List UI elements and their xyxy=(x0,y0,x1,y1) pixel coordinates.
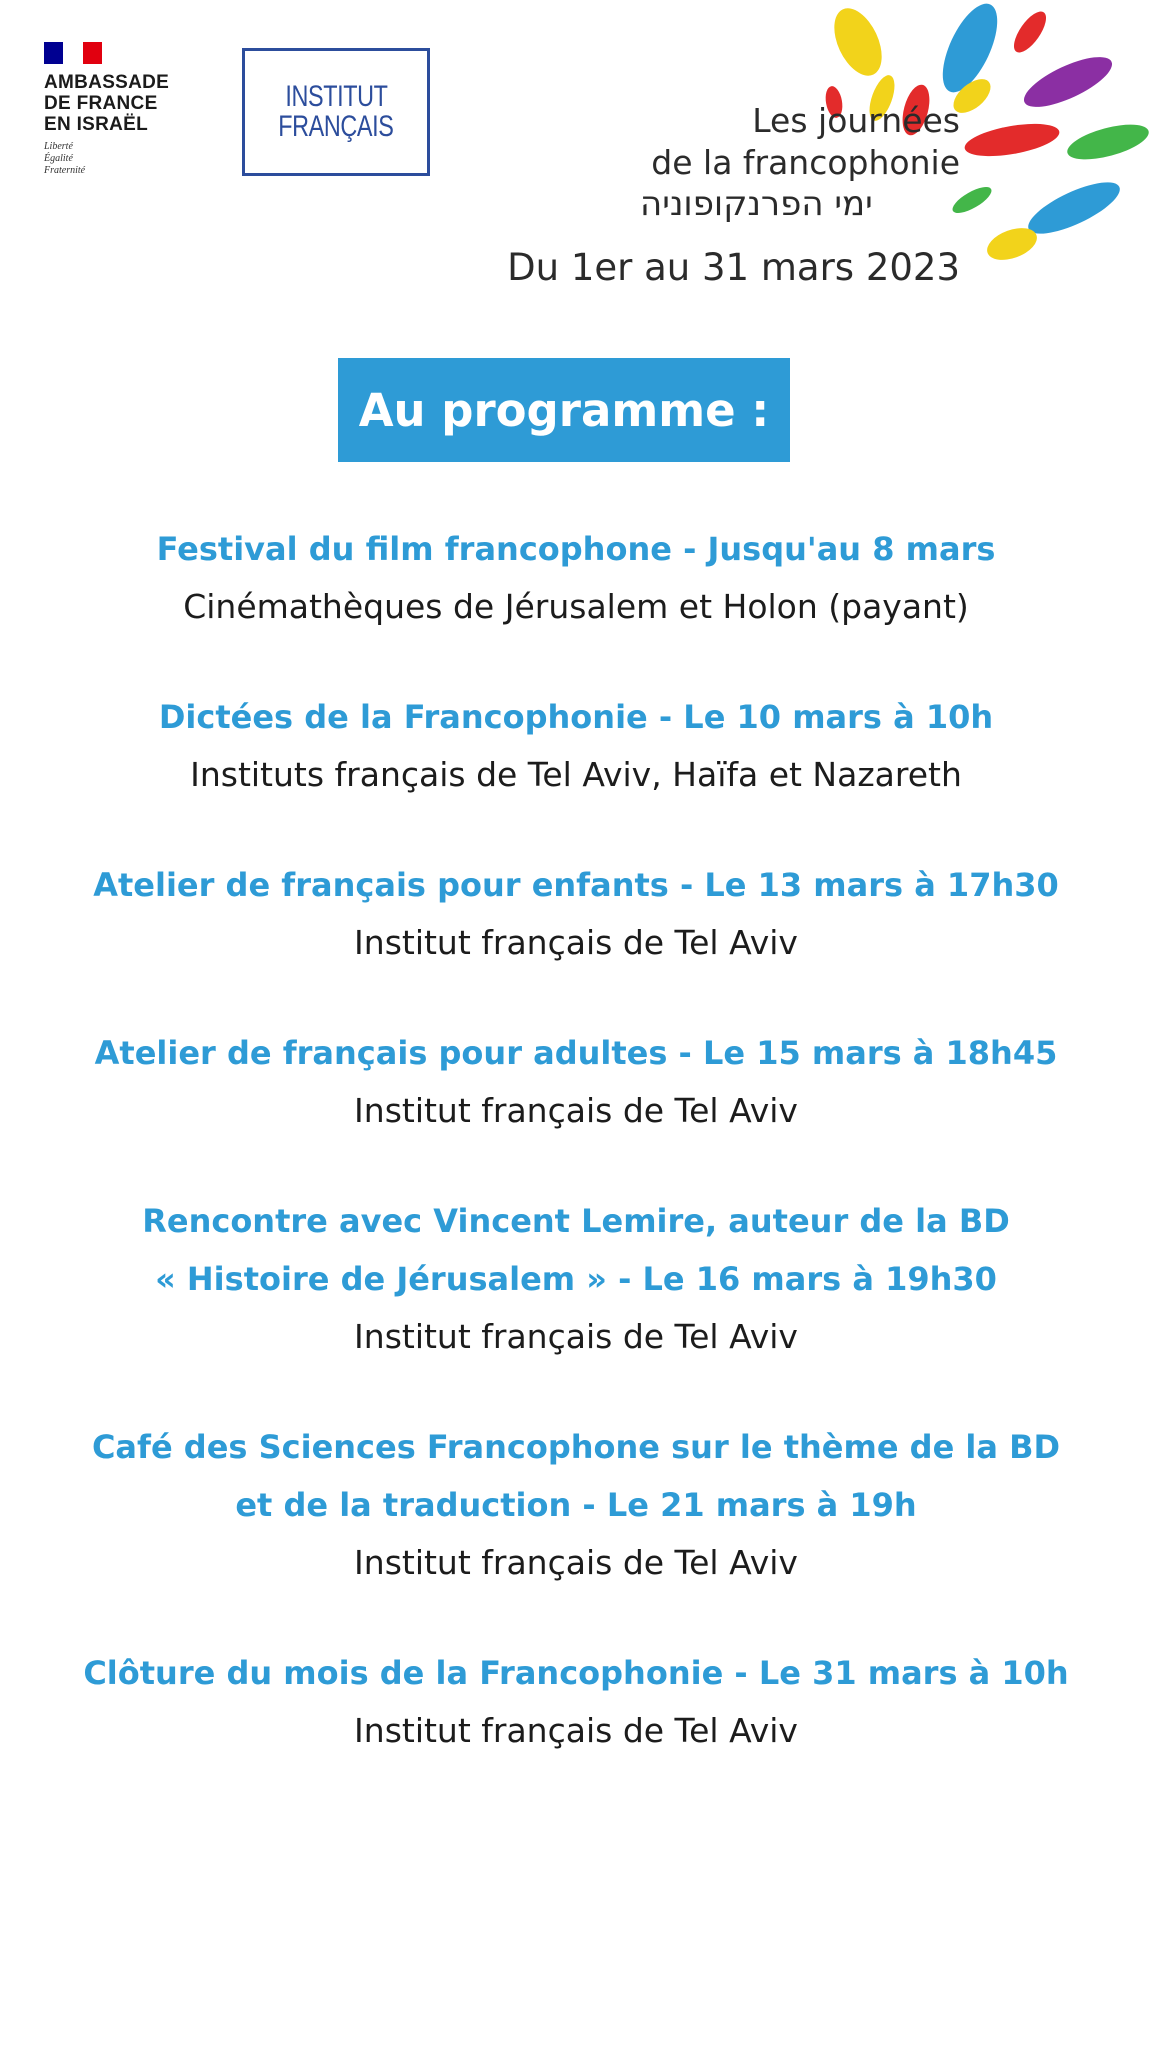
event-title: Atelier de français pour enfants - Le 13 mars à 17h30 xyxy=(93,866,1059,904)
event-item xyxy=(0,1024,1152,1140)
event-venue: Instituts français de Tel Aviv, Haïfa et Nazareth xyxy=(190,755,962,794)
programme-banner xyxy=(338,358,790,462)
motto-line: Liberté xyxy=(44,141,73,152)
embassy-motto xyxy=(44,141,214,177)
event-venue: Institut français de Tel Aviv xyxy=(354,1543,798,1582)
embassy-name xyxy=(44,72,214,135)
embassy-name-line: DE FRANCE xyxy=(44,93,158,114)
event-item xyxy=(0,1644,1152,1760)
event-item xyxy=(0,856,1152,972)
institut-francais-logo xyxy=(242,48,430,176)
title-line-1: Les journées xyxy=(752,101,960,140)
event-title: Clôture du mois de la Francophonie - Le 31 mars à 10h xyxy=(83,1654,1069,1692)
event-item xyxy=(0,1192,1152,1366)
event-title: Rencontre avec Vincent Lemire, auteur de la BD « Histoire de Jérusalem » - Le 16 mars à 19h30 xyxy=(142,1202,1010,1298)
event-title-block xyxy=(520,100,960,224)
institut-logo-line: FRANÇAIS xyxy=(278,110,394,143)
title-hebrew: ימי הפרנקופוניה xyxy=(640,184,873,224)
event-title: Café des Sciences Francophone sur le thème de la BD et de la traduction - Le 21 mars à 19h xyxy=(91,1428,1061,1524)
event-item xyxy=(0,1418,1152,1592)
event-venue: Institut français de Tel Aviv xyxy=(354,1091,798,1130)
event-venue: Institut français de Tel Aviv xyxy=(354,1711,798,1750)
event-list xyxy=(0,520,1152,1812)
embassy-name-line: EN ISRAËL xyxy=(44,114,149,135)
embassy-logo xyxy=(44,42,214,177)
event-item xyxy=(0,688,1152,804)
event-venue: Institut français de Tel Aviv xyxy=(354,1317,798,1356)
embassy-name-line: AMBASSADE xyxy=(44,72,170,93)
french-flag-icon xyxy=(44,42,102,64)
title-line-2: de la francophonie xyxy=(651,143,960,182)
programme-banner-label: Au programme : xyxy=(358,383,770,437)
motto-line: Égalité xyxy=(44,153,73,164)
event-title: Atelier de français pour adultes - Le 15 mars à 18h45 xyxy=(94,1034,1058,1072)
event-dates: Du 1er au 31 mars 2023 xyxy=(507,246,960,289)
event-item xyxy=(0,520,1152,636)
institut-logo-line: INSTITUT xyxy=(284,80,388,113)
event-venue: Cinémathèques de Jérusalem et Holon (payant) xyxy=(183,587,969,626)
motto-line: Fraternité xyxy=(44,165,86,176)
event-venue: Institut français de Tel Aviv xyxy=(354,923,798,962)
event-title: Festival du film francophone - Jusqu'au 8 mars xyxy=(156,530,996,568)
event-title: Dictées de la Francophonie - Le 10 mars à 10h xyxy=(158,698,994,736)
header xyxy=(0,0,1152,310)
